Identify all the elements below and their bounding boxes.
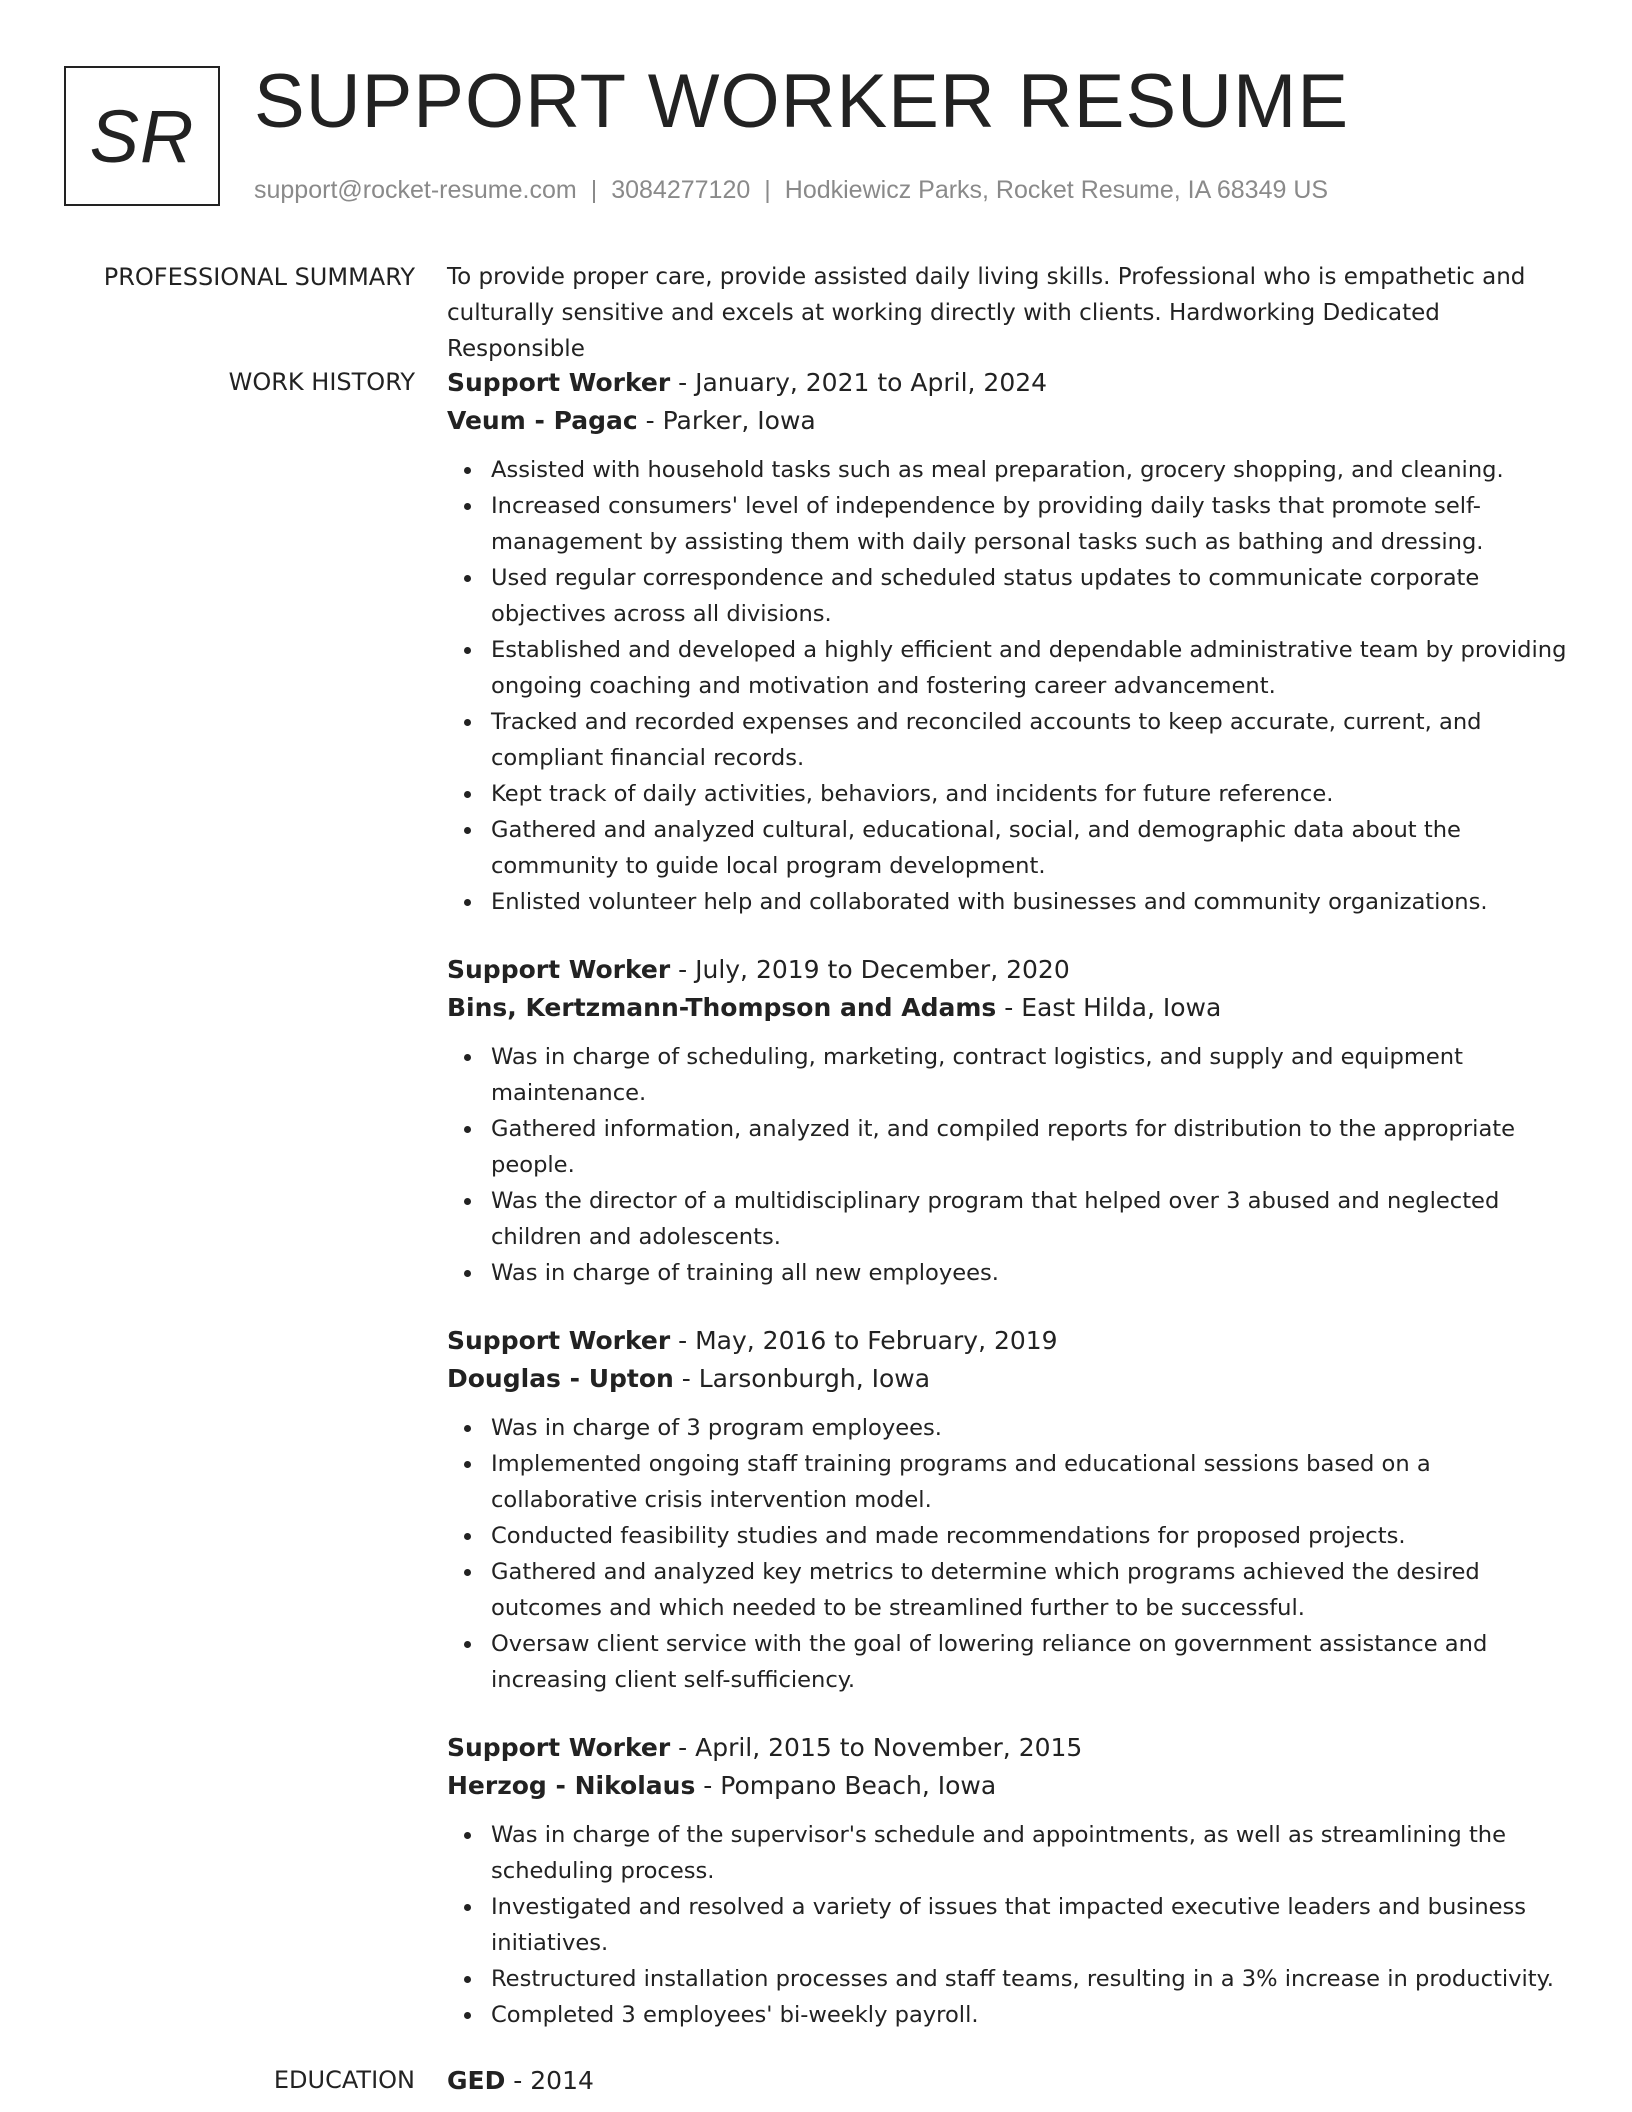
job-bullet: Investigated and resolved a variety of issues that impacted executive leaders and business initiatives. bbox=[491, 1889, 1567, 1961]
job-location: - Pompano Beach, Iowa bbox=[695, 1771, 997, 1800]
job-bullet: Established and developed a highly efficient and dependable administrative team by providing ongoing coaching and motivation and fostering career advancement. bbox=[491, 632, 1567, 704]
job-title: Support Worker bbox=[447, 955, 671, 984]
job-bullet: Gathered information, analyzed it, and compiled reports for distribution to the appropriate people. bbox=[491, 1111, 1567, 1183]
work-history-heading: WORK HISTORY bbox=[228, 368, 415, 396]
summary-text: To provide proper care, provide assisted daily living skills. Professional who is empathetic and culturally sensitive and excels at working directly with clients. Hardworking Dedicated Responsible bbox=[447, 264, 1526, 362]
education-degree: GED bbox=[447, 2066, 506, 2095]
education-heading: EDUCATION bbox=[273, 2066, 415, 2094]
resume-title: SUPPORT WORKER RESUME bbox=[254, 59, 1350, 144]
job-bullet: Increased consumers' level of independence by providing daily tasks that promote self-management by assisting them with daily personal tasks such as bathing and dressing. bbox=[491, 488, 1567, 560]
job-bullet: Gathered and analyzed key metrics to determine which programs achieved the desired outcomes and which needed to be streamlined further to be successful. bbox=[491, 1554, 1567, 1626]
job-bullet: Gathered and analyzed cultural, educational, social, and demographic data about the community to guide local program development. bbox=[491, 812, 1567, 884]
job-bullet: Implemented ongoing staff training programs and educational sessions based on a collaborative crisis intervention model. bbox=[491, 1446, 1567, 1518]
job-entry bbox=[447, 1729, 1567, 2033]
job-list bbox=[447, 364, 1567, 2033]
job-dates: - July, 2019 to December, 2020 bbox=[670, 955, 1070, 984]
job-company-line bbox=[447, 402, 1567, 440]
job-bullet: Tracked and recorded expenses and reconciled accounts to keep accurate, current, and compliant financial records. bbox=[491, 704, 1567, 776]
job-dates: - April, 2015 to November, 2015 bbox=[670, 1733, 1083, 1762]
summary-heading: PROFESSIONAL SUMMARY bbox=[103, 263, 415, 291]
job-bullet: Was in charge of training all new employees. bbox=[491, 1255, 1567, 1291]
job-title-line bbox=[447, 1729, 1567, 1767]
job-title: Support Worker bbox=[447, 1326, 671, 1355]
job-bullet: Was in charge of the supervisor's schedule and appointments, as well as streamlining the scheduling process. bbox=[491, 1817, 1567, 1889]
job-bullet: Assisted with household tasks such as meal preparation, grocery shopping, and cleaning. bbox=[491, 452, 1567, 488]
job-bullet: Kept track of daily activities, behaviors, and incidents for future reference. bbox=[491, 776, 1567, 812]
job-title-line bbox=[447, 951, 1567, 989]
contact-phone: 3084277120 bbox=[611, 176, 751, 204]
job-bullet: Oversaw client service with the goal of lowering reliance on government assistance and increasing client self-sufficiency. bbox=[491, 1626, 1567, 1698]
contact-separator: | bbox=[590, 176, 598, 204]
job-company: Veum - Pagac bbox=[447, 406, 638, 435]
job-bullet: Was in charge of scheduling, marketing, contract logistics, and supply and equipment maintenance. bbox=[491, 1039, 1567, 1111]
job-company: Bins, Kertzmann-Thompson and Adams bbox=[447, 993, 997, 1022]
job-dates: - May, 2016 to February, 2019 bbox=[670, 1326, 1058, 1355]
job-bullet: Conducted feasibility studies and made recommendations for proposed projects. bbox=[491, 1518, 1567, 1554]
job-company-line bbox=[447, 989, 1567, 1027]
contact-separator: | bbox=[764, 176, 771, 204]
job-bullet: Was in charge of 3 program employees. bbox=[491, 1410, 1567, 1446]
job-dates: - January, 2021 to April, 2024 bbox=[670, 368, 1048, 397]
contact-address: Hodkiewicz Parks, Rocket Resume, IA 68349 US bbox=[784, 176, 1329, 204]
job-bullet: Was the director of a multidisciplinary program that helped over 3 abused and neglected children and adolescents. bbox=[491, 1183, 1567, 1255]
job-title-line bbox=[447, 1322, 1567, 1360]
job-location: - Larsonburgh, Iowa bbox=[673, 1364, 931, 1393]
job-title: Support Worker bbox=[447, 368, 671, 397]
education-year: - 2014 bbox=[505, 2066, 594, 2095]
job-location: - East Hilda, Iowa bbox=[996, 993, 1222, 1022]
contact-line bbox=[254, 172, 1328, 208]
job-entry bbox=[447, 364, 1567, 920]
job-title: Support Worker bbox=[447, 1733, 671, 1762]
job-entry bbox=[447, 951, 1567, 1291]
education-line bbox=[447, 2062, 1567, 2100]
job-bullets bbox=[447, 452, 1567, 920]
job-bullet: Restructured installation processes and staff teams, resulting in a 3% increase in productivity. bbox=[491, 1961, 1567, 1997]
job-bullet: Used regular correspondence and scheduled status updates to communicate corporate objectives across all divisions. bbox=[491, 560, 1567, 632]
monogram-initials: SR bbox=[89, 94, 195, 178]
job-bullets bbox=[447, 1410, 1567, 1698]
job-company: Herzog - Nikolaus bbox=[447, 1771, 696, 1800]
contact-email: support@rocket-resume.com bbox=[254, 176, 577, 204]
job-bullet: Enlisted volunteer help and collaborated with businesses and community organizations. bbox=[491, 884, 1567, 920]
job-bullet: Completed 3 employees' bi-weekly payroll. bbox=[491, 1997, 1567, 2033]
job-company: Douglas - Upton bbox=[447, 1364, 674, 1393]
job-title-line bbox=[447, 364, 1567, 402]
job-entry bbox=[447, 1322, 1567, 1698]
job-location: - Parker, Iowa bbox=[637, 406, 816, 435]
job-company-line bbox=[447, 1360, 1567, 1398]
job-company-line bbox=[447, 1767, 1567, 1805]
job-bullets bbox=[447, 1817, 1567, 2033]
monogram-badge bbox=[64, 66, 220, 206]
job-bullets bbox=[447, 1039, 1567, 1291]
